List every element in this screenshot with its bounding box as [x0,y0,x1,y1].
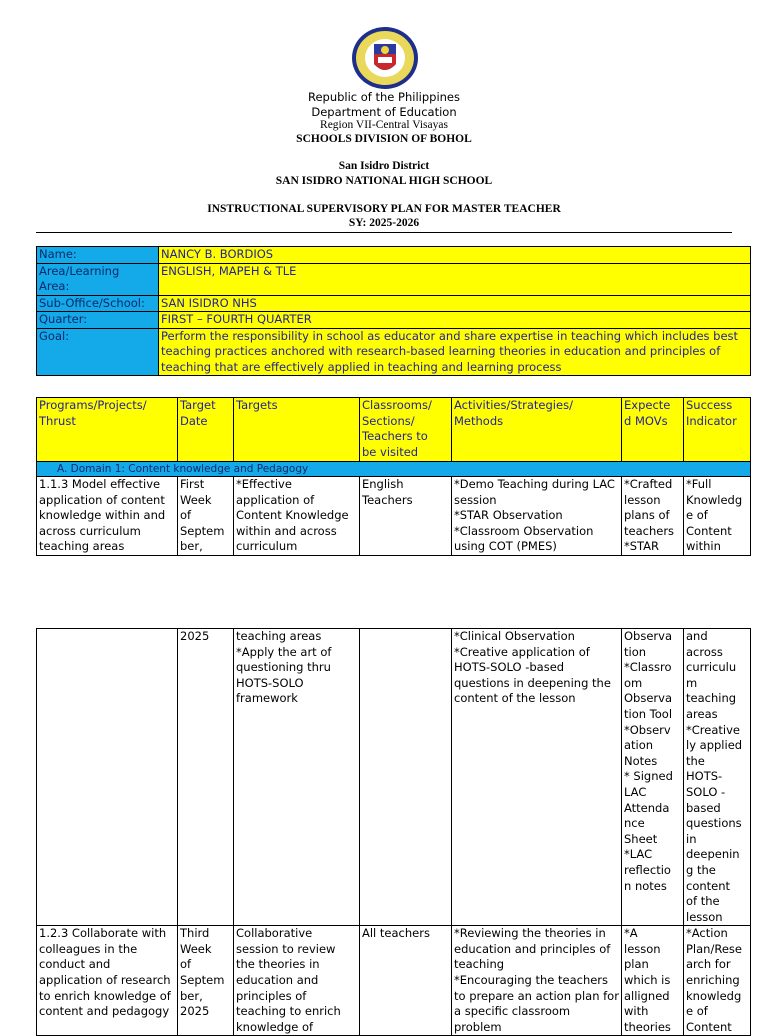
header-success: Success Indicator [684,398,751,462]
row1-program: 1.1.3 Model effective application of content knowledge within and across curriculum teaching areas [37,477,178,556]
header-classrooms: Classrooms/ Sections/ Teachers to be visited [360,398,452,462]
row2-success: *Action Plan/Rese arch for enriching knowledg e of Content [684,926,751,1036]
quarter-value: FIRST – FOURTH QUARTER [159,312,751,329]
row1-cont-date: 2025 [178,629,234,926]
row1-cont-activities: *Clinical Observation *Creative application of HOTS-SOLO -based questions in deepening the content of the lesson [452,629,622,926]
header-district: San Isidro District [338,160,430,172]
row1-activities: *Demo Teaching during LAC session *STAR Observation *Classroom Observation using COT (PMES) [452,477,622,556]
goal-value: Perform the responsibility in school as educator and share expertise in teaching which includes best teaching practices anchored with research-based learning theories in education and principles of teaching that are effectively applied in teaching and learning process [159,328,751,376]
info-table [36,246,751,376]
row1-date: First Week of Septem ber, [178,477,234,556]
header-programs: Programs/Projects/ Thrust [37,398,178,462]
header-school: SAN ISIDRO NATIONAL HIGH SCHOOL [275,175,493,187]
header-targets: Targets [234,398,360,462]
row2-targets: Collaborative session to review the theories in education and principles of teaching to enrich knowledge of [234,926,360,1036]
header-divider [36,232,732,233]
row2-date: Third Week of Septem ber, 2025 [178,926,234,1036]
header-target-date: Target Date [178,398,234,462]
header-department: Department of Education [311,105,457,119]
row1-success: *Full Knowledg e of Content within [684,477,751,556]
row2-classrooms: All teachers [360,926,452,1036]
goal-label: Goal: [37,328,159,376]
area-value: ENGLISH, MAPEH & TLE [159,263,751,295]
row2-activities: *Reviewing the theories in education and principles of teaching *Encouraging the teachers to prepare an action plan for a specific classroom problem [452,926,622,1036]
domain-a-heading: A. Domain 1: Content knowledge and Pedagogy [37,462,751,477]
header-region: Region VII-Central Visayas [320,119,448,131]
plan-title: INSTRUCTIONAL SUPERVISORY PLAN FOR MASTER TEACHER [207,203,561,215]
area-label: Area/Learning Area: [37,263,159,295]
row1-cont-movs: Observa tion *Classro om Observa tion Tool *Observ ation Notes * Signed LAC Attenda nce Sheet *LAC reflectio n notes [622,629,684,926]
plan-table [36,397,751,556]
school-year: SY: 2025-2026 [348,217,420,229]
quarter-label: Quarter: [37,312,159,329]
row1-cont-program [37,629,178,926]
office-label: Sub-Office/School: [37,295,159,312]
row1-cont-success: and across curriculu m teaching areas *Creative ly applied the HOTS- SOLO - based questions in deepenin g the content of the lesson [684,629,751,926]
header-division: SCHOOLS DIVISION OF BOHOL [296,133,472,145]
row1-cont-classrooms [360,629,452,926]
office-value: SAN ISIDRO NHS [159,295,751,312]
header-country: Republic of the Philippines [307,90,461,104]
row2-movs: *A lesson plan which is alligned with theories [622,926,684,1036]
row1-classrooms: English Teachers [360,477,452,556]
header-activities: Activities/Strategies/ Methods [452,398,622,462]
row1-targets: *Effective application of Content Knowledge within and across curriculum [234,477,360,556]
row1-movs: *Crafted lesson plans of teachers *STAR [622,477,684,556]
plan-table-continued [36,628,751,1036]
row1-cont-targets: teaching areas *Apply the art of questioning thru HOTS-SOLO framework [234,629,360,926]
deped-seal-icon [350,26,420,90]
row2-program: 1.2.3 Collaborate with colleagues in the conduct and application of research to enrich knowledge of content and pedagogy [37,926,178,1036]
name-label: Name: [37,247,159,264]
name-value: NANCY B. BORDIOS [159,247,751,264]
header-movs: Expecte d MOVs [622,398,684,462]
